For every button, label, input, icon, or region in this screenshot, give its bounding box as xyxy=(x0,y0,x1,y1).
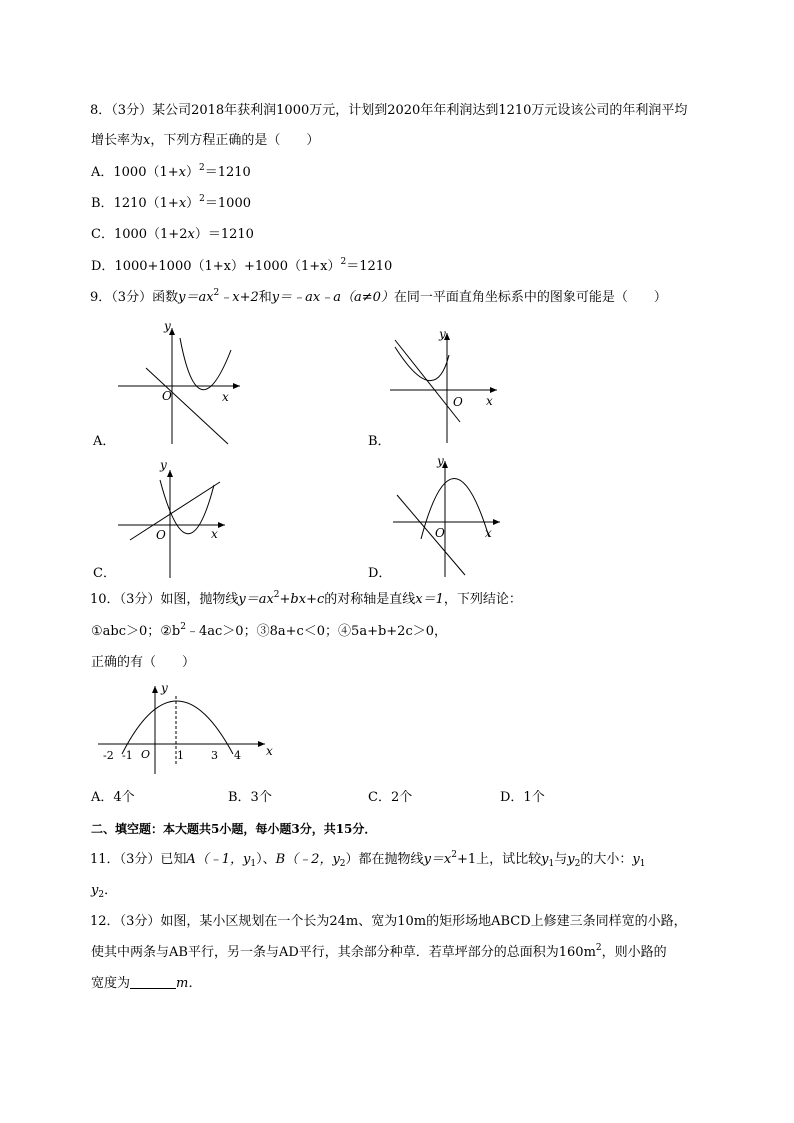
svg-text:x: x xyxy=(485,526,492,540)
svg-text:y: y xyxy=(439,327,446,341)
q10-option-a[interactable]: A．4个 xyxy=(91,790,135,805)
q9a-origin-label: O xyxy=(162,389,172,403)
svg-text:y: y xyxy=(160,458,167,472)
q12-answer-blank[interactable] xyxy=(130,977,176,989)
section-2-heading: 二、填空题：本大题共5小题，每小题3分，共15分． xyxy=(91,822,377,836)
q9a-x-label: x xyxy=(222,390,229,404)
tick-1: 1 xyxy=(177,749,184,762)
q9a-y-label: y xyxy=(164,319,171,333)
q9-graph-d xyxy=(385,455,510,580)
svg-text:O: O xyxy=(156,528,166,542)
svg-text:y: y xyxy=(161,681,168,695)
q9-option-d[interactable]: D． xyxy=(368,566,392,581)
q10-graph xyxy=(95,680,285,780)
q10-option-b[interactable]: B．3个 xyxy=(228,790,272,805)
q9-graph-a xyxy=(110,318,250,448)
svg-text:O: O xyxy=(453,395,463,409)
q8-option-b[interactable]: B．$1210(1+x)^2=1000$ xyxy=(91,194,251,211)
q9-option-b[interactable]: B． xyxy=(368,434,391,449)
svg-text:y: y xyxy=(437,454,444,468)
q10-conclusions: ①abc＞0；$②b^2﹣4ac>0$；③8a+c＜0；④5a+b+2c＞0， xyxy=(91,622,447,639)
q8-line1: 8．（3分）某公司2018年获利润1000万元，计划到2020年年利润达到1210万元设该公司的年利润平均 xyxy=(90,103,688,118)
q10-option-c[interactable]: C．2个 xyxy=(368,790,413,805)
q8-option-d[interactable]: D．$1000+1000(1+x)+1000(1+x)^2=1210$ xyxy=(91,257,393,274)
svg-text:x: x xyxy=(211,527,218,541)
q8-line2: 增长率为x，下列方程正确的是（ ） xyxy=(91,133,320,148)
tick-neg1: -1 xyxy=(122,749,133,762)
q8-stem-line1: 某公司2018年获利润1000万元，计划到2020年年利润达到1210万元设该公司的年利润平均 xyxy=(152,103,688,118)
q11-stem: 11．（3分）已知A（﹣1，$y_1$）、B（﹣2，$y_2$）都在抛物线$y=x^2+1$上，试比较$y_1$与$y_2$的大小：$y_1$ xyxy=(90,850,646,869)
svg-text:x: x xyxy=(266,744,273,758)
q10-question: 正确的有（ ） xyxy=(91,655,196,670)
svg-text:O: O xyxy=(141,748,151,761)
svg-text:x: x xyxy=(486,394,493,408)
q10-stem: 10．（3分）如图，抛物线$y=ax^2+bx+c$的对称轴是直线x＝1，下列结论： xyxy=(90,590,522,607)
q9-option-c[interactable]: C． xyxy=(93,566,116,581)
q12-line3: 宽度为 m． xyxy=(91,976,202,991)
q11-line2: $y_2$． xyxy=(91,883,118,900)
q8-score: （3分） xyxy=(111,103,153,118)
q8-option-c[interactable]: C．1000（1+2x）＝1210 xyxy=(91,227,254,242)
q10-option-d[interactable]: D．1个 xyxy=(500,790,545,805)
q9-graph-b xyxy=(385,325,505,450)
q12-line2: 使其中两条与AB平行，另一条与AD平行，其余部分种草．若草坪部分的总面积为$160m^2$，则小路的 xyxy=(91,943,667,960)
q9-graph-c xyxy=(110,460,235,580)
q8-number: 8 xyxy=(90,103,99,118)
q8-option-a[interactable]: A．$1000(1+x)^2=1210$ xyxy=(91,163,251,180)
tick-3: 3 xyxy=(211,749,218,762)
q9-option-a[interactable]: A． xyxy=(93,434,116,449)
tick-4: 4 xyxy=(234,749,241,762)
q12-line1: 12．（3分）如图，某小区规划在一个长为24m、宽为10m的矩形场地ABCD上修建三条同样宽的小路， xyxy=(90,914,687,929)
svg-text:O: O xyxy=(435,526,445,540)
tick-neg2: -2 xyxy=(103,749,114,762)
q9-stem: 9．（3分）函数$y=ax^2﹣x+2$和y＝﹣ax﹣a（a≠0）在同一平面直角坐标系中的图象可能是（ ） xyxy=(90,288,667,305)
